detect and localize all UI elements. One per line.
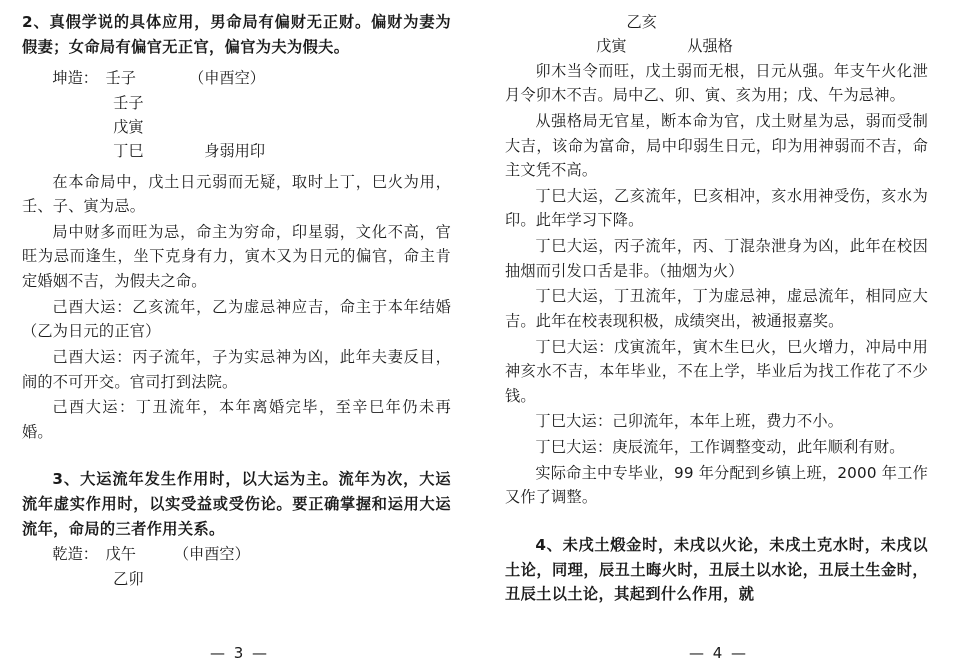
paragraph-body: 实际命主中专毕业，99 年分配到乡镇上班，2000 年工作又作了调整。 bbox=[505, 463, 928, 507]
paragraph-heading-4: 4、未戌土煅金时，未戌以火论，未戌土克水时，未戌以土论，同理，辰丑土晦火时，丑辰土以水论，丑辰土生金时，丑辰土以土论，其起到什么作用，就 bbox=[505, 535, 928, 604]
bazi-chart-line: 壬子 bbox=[22, 93, 144, 112]
paragraph-body: 己酉大运：丁丑流年，本年离婚完毕，至辛巳年仍未再婚。 bbox=[22, 398, 451, 441]
bazi-chart-line: 坤造： 壬子 （申酉空） bbox=[22, 69, 265, 88]
page-number-right: — 4 — bbox=[688, 644, 749, 662]
page-number-left: — 3 — bbox=[209, 644, 270, 662]
paragraph-body: 丁巳大运，丁丑流年，丁为虚忌神，虚忌流年，相同应大吉。此年在校表现积极，成绩突出，被通报嘉奖。 bbox=[505, 287, 928, 330]
paragraph-body: 己酉大运：丙子流年，子为实忌神为凶，此年夫妻反目，闹的不可开交。官司打到法院。 bbox=[22, 347, 451, 391]
bazi-chart-line: 乙亥 bbox=[505, 13, 657, 31]
paragraph-body: 从强格局无官星，断本命为官，戊土财星为忌，弱而受制大吉，该命为富命，局中印弱生日元，印为用神弱而不吉，命主文凭不高。 bbox=[505, 111, 928, 180]
paragraph-body: 局中财多而旺为忌，命主为穷命，印星弱，文化不高，官旺为忌而逢生，坐下克身有力，寅木又为日元的偏官，命主肯定婚姻不吉，为假夫之命。 bbox=[22, 222, 451, 290]
paragraph-body: 丁巳大运：戊寅流年，寅木生巳火，巳火增力，冲局中用神亥水不吉，本年毕业，不在上学，毕业后为找工作花了不少钱。 bbox=[505, 337, 928, 405]
spacer bbox=[505, 511, 928, 533]
bazi-chart-line: 戊寅 bbox=[22, 117, 144, 136]
paragraph-body: 己酉大运：乙亥流年，乙为虚忌神应吉，命主于本年结婚（乙为日元的正官） bbox=[22, 297, 451, 341]
paragraph-body: 在本命局中，戊土日元弱而无疑，取时上丁，巳火为用，壬、子、寅为忌。 bbox=[22, 172, 451, 216]
bazi-chart-line: 乾造： 戊午 （申酉空） bbox=[22, 545, 250, 564]
paragraph-body: 丁巳大运：己卯流年，本年上班，费力不小。 bbox=[535, 412, 844, 431]
paragraph-body: 丁巳大运，丙子流年，丙、丁混杂泄身为凶，此年在校因抽烟而引发口舌是非。（抽烟为火） bbox=[505, 237, 928, 280]
bazi-chart-line: 戊寅 从强格 bbox=[505, 37, 733, 56]
bazi-chart-line: 丁巳 身弱用印 bbox=[22, 142, 265, 161]
paragraph-heading-2: 2、真假学说的具体应用，男命局有偏财无正财。偏财为妻为假妻；女命局有偏官无正官，偏官为夫为假夫。 bbox=[22, 13, 451, 56]
spacer bbox=[22, 445, 451, 467]
paragraph-body: 卯木当令而旺，戊土弱而无根，日元从强。年支午火化泄月令卯木不吉。局中乙、卯、寅、亥为用；戊、午为忌神。 bbox=[505, 61, 928, 105]
paragraph-body: 丁巳大运：庚辰流年，工作调整变动，此年顺利有财。 bbox=[535, 438, 905, 456]
paragraph-body: 丁巳大运，乙亥流年，巳亥相冲，亥水用神受伤，亥水为印。此年学习下降。 bbox=[505, 186, 928, 230]
right-column bbox=[479, 0, 958, 668]
bazi-chart-line: 乙卯 bbox=[22, 569, 144, 588]
paragraph-heading-3: 3、大运流年发生作用时，以大运为主。流年为次，大运流年虚实作用时，以实受益或受伤论。要正确掌握和运用大运流年，命局的三者作用关系。 bbox=[22, 470, 451, 538]
